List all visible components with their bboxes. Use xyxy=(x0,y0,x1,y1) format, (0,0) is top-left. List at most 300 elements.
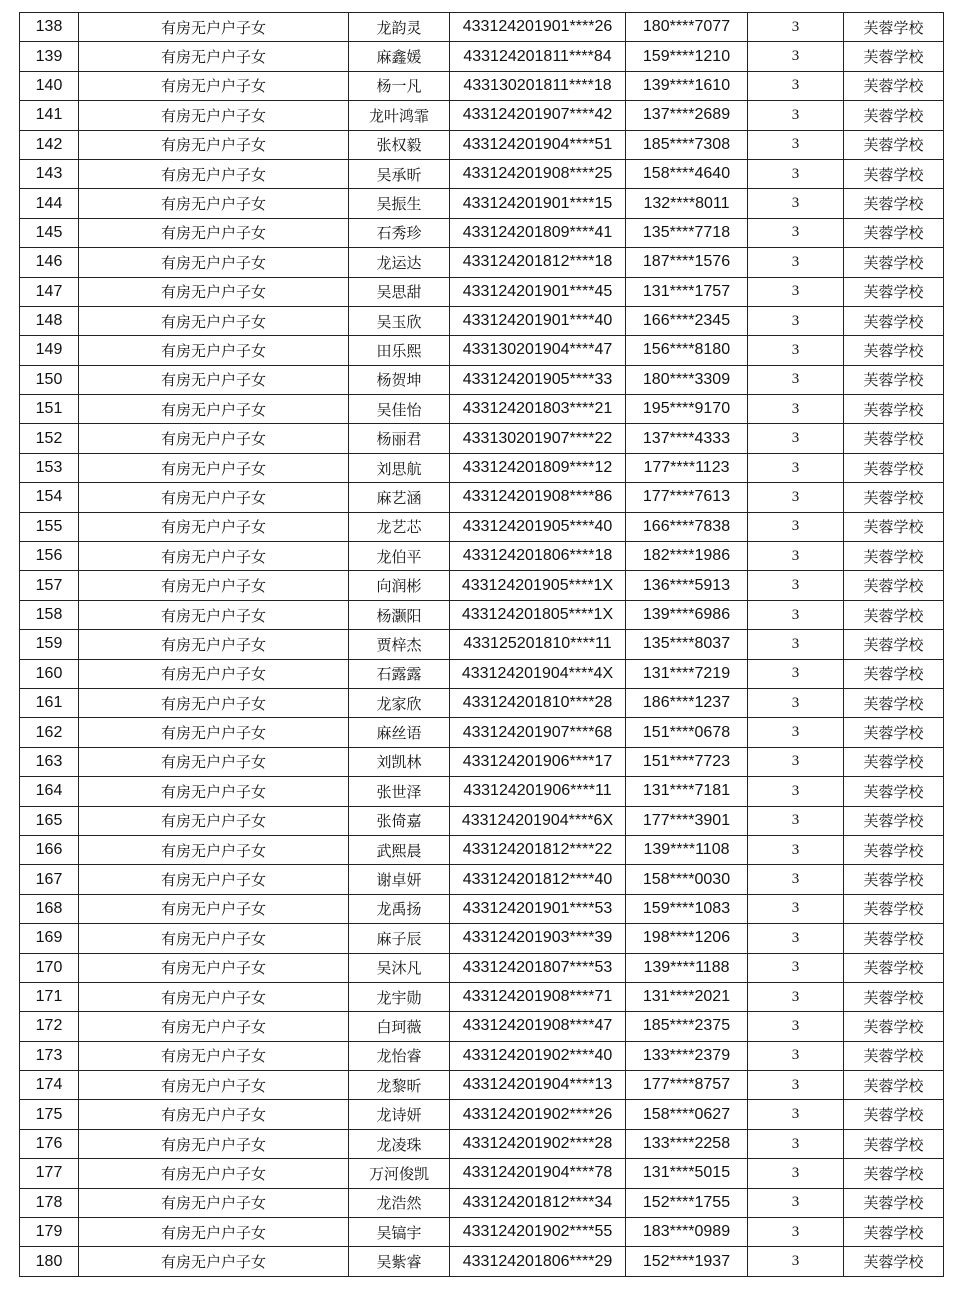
table-row xyxy=(20,806,944,835)
phone-cell: 158****0030 xyxy=(626,865,748,894)
school-cell: 芙蓉学校 xyxy=(844,218,944,247)
school-cell: 芙蓉学校 xyxy=(844,542,944,571)
table-row xyxy=(20,453,944,482)
student-name-cell: 田乐熙 xyxy=(349,336,450,365)
school-cell: 芙蓉学校 xyxy=(844,600,944,629)
table-row xyxy=(20,1159,944,1188)
school-cell: 芙蓉学校 xyxy=(844,512,944,541)
school-cell: 芙蓉学校 xyxy=(844,336,944,365)
table-row xyxy=(20,42,944,71)
phone-cell: 139****1108 xyxy=(626,835,748,864)
grade-cell: 3 xyxy=(748,1100,844,1129)
grade-cell: 3 xyxy=(748,630,844,659)
id-number-cell: 433124201803****21 xyxy=(450,395,626,424)
phone-cell: 152****1755 xyxy=(626,1188,748,1217)
id-number-cell: 433124201908****47 xyxy=(450,1012,626,1041)
student-name-cell: 龙诗妍 xyxy=(349,1100,450,1129)
school-cell: 芙蓉学校 xyxy=(844,395,944,424)
table-row xyxy=(20,1247,944,1276)
category-cell: 有房无户户子女 xyxy=(79,512,349,541)
grade-cell: 3 xyxy=(748,71,844,100)
school-cell: 芙蓉学校 xyxy=(844,571,944,600)
table-row xyxy=(20,718,944,747)
id-number-cell: 433124201904****13 xyxy=(450,1071,626,1100)
student-name-cell: 谢卓妍 xyxy=(349,865,450,894)
category-cell: 有房无户户子女 xyxy=(79,571,349,600)
student-name-cell: 龙运达 xyxy=(349,248,450,277)
school-cell: 芙蓉学校 xyxy=(844,982,944,1011)
table-row xyxy=(20,101,944,130)
student-name-cell: 石秀珍 xyxy=(349,218,450,247)
table-row xyxy=(20,277,944,306)
grade-cell: 3 xyxy=(748,894,844,923)
school-cell: 芙蓉学校 xyxy=(844,1188,944,1217)
row-number-cell: 151 xyxy=(20,395,79,424)
table-row xyxy=(20,13,944,42)
table-row xyxy=(20,483,944,512)
school-cell: 芙蓉学校 xyxy=(844,630,944,659)
student-name-cell: 杨丽君 xyxy=(349,424,450,453)
phone-cell: 151****7723 xyxy=(626,747,748,776)
student-name-cell: 龙宇勋 xyxy=(349,982,450,1011)
row-number-cell: 157 xyxy=(20,571,79,600)
phone-cell: 135****7718 xyxy=(626,218,748,247)
student-name-cell: 张倚嘉 xyxy=(349,806,450,835)
school-cell: 芙蓉学校 xyxy=(844,953,944,982)
category-cell: 有房无户户子女 xyxy=(79,13,349,42)
id-number-cell: 433124201908****86 xyxy=(450,483,626,512)
category-cell: 有房无户户子女 xyxy=(79,306,349,335)
table-row xyxy=(20,159,944,188)
phone-cell: 133****2379 xyxy=(626,1041,748,1070)
row-number-cell: 156 xyxy=(20,542,79,571)
grade-cell: 3 xyxy=(748,953,844,982)
grade-cell: 3 xyxy=(748,806,844,835)
phone-cell: 177****1123 xyxy=(626,453,748,482)
id-number-cell: 433124201904****51 xyxy=(450,130,626,159)
row-number-cell: 139 xyxy=(20,42,79,71)
row-number-cell: 172 xyxy=(20,1012,79,1041)
row-number-cell: 159 xyxy=(20,630,79,659)
enrollment-table-body xyxy=(20,13,944,1277)
id-number-cell: 433130201907****22 xyxy=(450,424,626,453)
category-cell: 有房无户户子女 xyxy=(79,982,349,1011)
id-number-cell: 433124201904****78 xyxy=(450,1159,626,1188)
table-row xyxy=(20,1071,944,1100)
id-number-cell: 433124201901****45 xyxy=(450,277,626,306)
id-number-cell: 433124201907****42 xyxy=(450,101,626,130)
id-number-cell: 433124201902****55 xyxy=(450,1218,626,1247)
phone-cell: 131****5015 xyxy=(626,1159,748,1188)
grade-cell: 3 xyxy=(748,1159,844,1188)
row-number-cell: 180 xyxy=(20,1247,79,1276)
grade-cell: 3 xyxy=(748,336,844,365)
grade-cell: 3 xyxy=(748,159,844,188)
category-cell: 有房无户户子女 xyxy=(79,101,349,130)
school-cell: 芙蓉学校 xyxy=(844,1129,944,1158)
category-cell: 有房无户户子女 xyxy=(79,688,349,717)
category-cell: 有房无户户子女 xyxy=(79,130,349,159)
grade-cell: 3 xyxy=(748,13,844,42)
student-name-cell: 吴镐宇 xyxy=(349,1218,450,1247)
row-number-cell: 152 xyxy=(20,424,79,453)
row-number-cell: 161 xyxy=(20,688,79,717)
student-name-cell: 龙家欣 xyxy=(349,688,450,717)
category-cell: 有房无户户子女 xyxy=(79,483,349,512)
id-number-cell: 433124201903****39 xyxy=(450,924,626,953)
row-number-cell: 150 xyxy=(20,365,79,394)
phone-cell: 159****1083 xyxy=(626,894,748,923)
student-name-cell: 吴佳怡 xyxy=(349,395,450,424)
id-number-cell: 433124201905****33 xyxy=(450,365,626,394)
school-cell: 芙蓉学校 xyxy=(844,1071,944,1100)
category-cell: 有房无户户子女 xyxy=(79,424,349,453)
category-cell: 有房无户户子女 xyxy=(79,1012,349,1041)
phone-cell: 183****0989 xyxy=(626,1218,748,1247)
grade-cell: 3 xyxy=(748,218,844,247)
row-number-cell: 177 xyxy=(20,1159,79,1188)
row-number-cell: 146 xyxy=(20,248,79,277)
phone-cell: 198****1206 xyxy=(626,924,748,953)
id-number-cell: 433124201806****29 xyxy=(450,1247,626,1276)
phone-cell: 158****4640 xyxy=(626,159,748,188)
id-number-cell: 433124201809****12 xyxy=(450,453,626,482)
row-number-cell: 169 xyxy=(20,924,79,953)
category-cell: 有房无户户子女 xyxy=(79,600,349,629)
school-cell: 芙蓉学校 xyxy=(844,865,944,894)
grade-cell: 3 xyxy=(748,1218,844,1247)
student-name-cell: 龙伯平 xyxy=(349,542,450,571)
grade-cell: 3 xyxy=(748,306,844,335)
student-name-cell: 龙黎昕 xyxy=(349,1071,450,1100)
row-number-cell: 141 xyxy=(20,101,79,130)
phone-cell: 180****7077 xyxy=(626,13,748,42)
id-number-cell: 433124201905****1X xyxy=(450,571,626,600)
id-number-cell: 433124201906****17 xyxy=(450,747,626,776)
row-number-cell: 165 xyxy=(20,806,79,835)
id-number-cell: 433124201812****18 xyxy=(450,248,626,277)
school-cell: 芙蓉学校 xyxy=(844,1247,944,1276)
phone-cell: 131****7181 xyxy=(626,777,748,806)
row-number-cell: 174 xyxy=(20,1071,79,1100)
table-row xyxy=(20,1012,944,1041)
category-cell: 有房无户户子女 xyxy=(79,189,349,218)
school-cell: 芙蓉学校 xyxy=(844,101,944,130)
grade-cell: 3 xyxy=(748,130,844,159)
table-row xyxy=(20,424,944,453)
id-number-cell: 433124201904****4X xyxy=(450,659,626,688)
id-number-cell: 433124201809****41 xyxy=(450,218,626,247)
id-number-cell: 433124201908****25 xyxy=(450,159,626,188)
student-name-cell: 杨贺坤 xyxy=(349,365,450,394)
student-name-cell: 张权毅 xyxy=(349,130,450,159)
grade-cell: 3 xyxy=(748,600,844,629)
grade-cell: 3 xyxy=(748,483,844,512)
category-cell: 有房无户户子女 xyxy=(79,218,349,247)
row-number-cell: 176 xyxy=(20,1129,79,1158)
table-row xyxy=(20,130,944,159)
table-row xyxy=(20,218,944,247)
table-row xyxy=(20,71,944,100)
table-row xyxy=(20,571,944,600)
category-cell: 有房无户户子女 xyxy=(79,835,349,864)
grade-cell: 3 xyxy=(748,424,844,453)
category-cell: 有房无户户子女 xyxy=(79,924,349,953)
school-cell: 芙蓉学校 xyxy=(844,483,944,512)
student-name-cell: 麻丝语 xyxy=(349,718,450,747)
phone-cell: 137****2689 xyxy=(626,101,748,130)
student-name-cell: 吴承昕 xyxy=(349,159,450,188)
id-number-cell: 433124201906****11 xyxy=(450,777,626,806)
row-number-cell: 170 xyxy=(20,953,79,982)
student-name-cell: 吴玉欣 xyxy=(349,306,450,335)
student-name-cell: 向润彬 xyxy=(349,571,450,600)
school-cell: 芙蓉学校 xyxy=(844,42,944,71)
row-number-cell: 173 xyxy=(20,1041,79,1070)
category-cell: 有房无户户子女 xyxy=(79,453,349,482)
id-number-cell: 433125201810****11 xyxy=(450,630,626,659)
category-cell: 有房无户户子女 xyxy=(79,542,349,571)
student-name-cell: 龙怡睿 xyxy=(349,1041,450,1070)
id-number-cell: 433124201904****6X xyxy=(450,806,626,835)
student-name-cell: 吴沐凡 xyxy=(349,953,450,982)
category-cell: 有房无户户子女 xyxy=(79,1159,349,1188)
student-name-cell: 万河俊凯 xyxy=(349,1159,450,1188)
row-number-cell: 164 xyxy=(20,777,79,806)
phone-cell: 133****2258 xyxy=(626,1129,748,1158)
table-row xyxy=(20,865,944,894)
student-name-cell: 刘思航 xyxy=(349,453,450,482)
category-cell: 有房无户户子女 xyxy=(79,894,349,923)
id-number-cell: 433124201901****40 xyxy=(450,306,626,335)
school-cell: 芙蓉学校 xyxy=(844,1218,944,1247)
grade-cell: 3 xyxy=(748,453,844,482)
grade-cell: 3 xyxy=(748,101,844,130)
school-cell: 芙蓉学校 xyxy=(844,894,944,923)
phone-cell: 177****3901 xyxy=(626,806,748,835)
phone-cell: 131****7219 xyxy=(626,659,748,688)
grade-cell: 3 xyxy=(748,542,844,571)
student-name-cell: 吴思甜 xyxy=(349,277,450,306)
id-number-cell: 433130201904****47 xyxy=(450,336,626,365)
phone-cell: 177****8757 xyxy=(626,1071,748,1100)
student-name-cell: 龙禹扬 xyxy=(349,894,450,923)
student-name-cell: 贾梓杰 xyxy=(349,630,450,659)
school-cell: 芙蓉学校 xyxy=(844,688,944,717)
category-cell: 有房无户户子女 xyxy=(79,659,349,688)
student-name-cell: 吴振生 xyxy=(349,189,450,218)
enrollment-table xyxy=(19,12,944,1277)
student-name-cell: 杨一凡 xyxy=(349,71,450,100)
grade-cell: 3 xyxy=(748,835,844,864)
phone-cell: 137****4333 xyxy=(626,424,748,453)
id-number-cell: 433124201905****40 xyxy=(450,512,626,541)
category-cell: 有房无户户子女 xyxy=(79,865,349,894)
phone-cell: 177****7613 xyxy=(626,483,748,512)
id-number-cell: 433124201908****71 xyxy=(450,982,626,1011)
table-row xyxy=(20,1100,944,1129)
category-cell: 有房无户户子女 xyxy=(79,336,349,365)
phone-cell: 156****8180 xyxy=(626,336,748,365)
id-number-cell: 433124201902****26 xyxy=(450,1100,626,1129)
category-cell: 有房无户户子女 xyxy=(79,365,349,394)
grade-cell: 3 xyxy=(748,42,844,71)
id-number-cell: 433124201901****26 xyxy=(450,13,626,42)
table-row xyxy=(20,982,944,1011)
row-number-cell: 160 xyxy=(20,659,79,688)
table-row xyxy=(20,365,944,394)
category-cell: 有房无户户子女 xyxy=(79,747,349,776)
row-number-cell: 154 xyxy=(20,483,79,512)
school-cell: 芙蓉学校 xyxy=(844,1041,944,1070)
school-cell: 芙蓉学校 xyxy=(844,189,944,218)
school-cell: 芙蓉学校 xyxy=(844,453,944,482)
school-cell: 芙蓉学校 xyxy=(844,424,944,453)
category-cell: 有房无户户子女 xyxy=(79,953,349,982)
row-number-cell: 168 xyxy=(20,894,79,923)
id-number-cell: 433124201901****15 xyxy=(450,189,626,218)
row-number-cell: 167 xyxy=(20,865,79,894)
phone-cell: 135****8037 xyxy=(626,630,748,659)
table-row xyxy=(20,659,944,688)
phone-cell: 139****1188 xyxy=(626,953,748,982)
student-name-cell: 龙凌珠 xyxy=(349,1129,450,1158)
grade-cell: 3 xyxy=(748,718,844,747)
school-cell: 芙蓉学校 xyxy=(844,306,944,335)
grade-cell: 3 xyxy=(748,571,844,600)
student-name-cell: 龙叶鸿霏 xyxy=(349,101,450,130)
row-number-cell: 179 xyxy=(20,1218,79,1247)
row-number-cell: 162 xyxy=(20,718,79,747)
grade-cell: 3 xyxy=(748,1012,844,1041)
school-cell: 芙蓉学校 xyxy=(844,777,944,806)
row-number-cell: 178 xyxy=(20,1188,79,1217)
phone-cell: 182****1986 xyxy=(626,542,748,571)
id-number-cell: 433124201812****22 xyxy=(450,835,626,864)
row-number-cell: 166 xyxy=(20,835,79,864)
row-number-cell: 138 xyxy=(20,13,79,42)
table-row xyxy=(20,630,944,659)
grade-cell: 3 xyxy=(748,659,844,688)
table-row xyxy=(20,600,944,629)
grade-cell: 3 xyxy=(748,1247,844,1276)
school-cell: 芙蓉学校 xyxy=(844,365,944,394)
school-cell: 芙蓉学校 xyxy=(844,248,944,277)
id-number-cell: 433124201810****28 xyxy=(450,688,626,717)
school-cell: 芙蓉学校 xyxy=(844,1159,944,1188)
table-row xyxy=(20,189,944,218)
category-cell: 有房无户户子女 xyxy=(79,1218,349,1247)
student-name-cell: 麻艺涵 xyxy=(349,483,450,512)
school-cell: 芙蓉学校 xyxy=(844,71,944,100)
grade-cell: 3 xyxy=(748,982,844,1011)
table-row xyxy=(20,924,944,953)
table-row xyxy=(20,1188,944,1217)
school-cell: 芙蓉学校 xyxy=(844,1100,944,1129)
table-row xyxy=(20,248,944,277)
student-name-cell: 龙韵灵 xyxy=(349,13,450,42)
grade-cell: 3 xyxy=(748,277,844,306)
student-name-cell: 武熙晨 xyxy=(349,835,450,864)
category-cell: 有房无户户子女 xyxy=(79,777,349,806)
phone-cell: 152****1937 xyxy=(626,1247,748,1276)
phone-cell: 185****7308 xyxy=(626,130,748,159)
school-cell: 芙蓉学校 xyxy=(844,277,944,306)
phone-cell: 166****2345 xyxy=(626,306,748,335)
table-row xyxy=(20,688,944,717)
student-name-cell: 麻鑫媛 xyxy=(349,42,450,71)
row-number-cell: 148 xyxy=(20,306,79,335)
id-number-cell: 433124201901****53 xyxy=(450,894,626,923)
student-name-cell: 杨灏阳 xyxy=(349,600,450,629)
grade-cell: 3 xyxy=(748,688,844,717)
student-name-cell: 白珂薇 xyxy=(349,1012,450,1041)
id-number-cell: 433124201806****18 xyxy=(450,542,626,571)
row-number-cell: 158 xyxy=(20,600,79,629)
school-cell: 芙蓉学校 xyxy=(844,659,944,688)
table-row xyxy=(20,542,944,571)
student-name-cell: 龙艺芯 xyxy=(349,512,450,541)
school-cell: 芙蓉学校 xyxy=(844,130,944,159)
grade-cell: 3 xyxy=(748,924,844,953)
id-number-cell: 433124201812****34 xyxy=(450,1188,626,1217)
category-cell: 有房无户户子女 xyxy=(79,1247,349,1276)
table-row xyxy=(20,953,944,982)
category-cell: 有房无户户子女 xyxy=(79,1188,349,1217)
category-cell: 有房无户户子女 xyxy=(79,1100,349,1129)
school-cell: 芙蓉学校 xyxy=(844,159,944,188)
phone-cell: 180****3309 xyxy=(626,365,748,394)
phone-cell: 132****8011 xyxy=(626,189,748,218)
table-row xyxy=(20,512,944,541)
row-number-cell: 175 xyxy=(20,1100,79,1129)
category-cell: 有房无户户子女 xyxy=(79,395,349,424)
table-row xyxy=(20,1218,944,1247)
table-row xyxy=(20,777,944,806)
id-number-cell: 433124201907****68 xyxy=(450,718,626,747)
category-cell: 有房无户户子女 xyxy=(79,277,349,306)
phone-cell: 158****0627 xyxy=(626,1100,748,1129)
category-cell: 有房无户户子女 xyxy=(79,248,349,277)
row-number-cell: 153 xyxy=(20,453,79,482)
grade-cell: 3 xyxy=(748,189,844,218)
phone-cell: 187****1576 xyxy=(626,248,748,277)
id-number-cell: 433124201902****28 xyxy=(450,1129,626,1158)
grade-cell: 3 xyxy=(748,512,844,541)
table-row xyxy=(20,336,944,365)
id-number-cell: 433124201812****40 xyxy=(450,865,626,894)
category-cell: 有房无户户子女 xyxy=(79,159,349,188)
phone-cell: 151****0678 xyxy=(626,718,748,747)
phone-cell: 139****1610 xyxy=(626,71,748,100)
category-cell: 有房无户户子女 xyxy=(79,42,349,71)
table-row xyxy=(20,835,944,864)
student-name-cell: 吴紫睿 xyxy=(349,1247,450,1276)
id-number-cell: 433130201811****18 xyxy=(450,71,626,100)
category-cell: 有房无户户子女 xyxy=(79,1041,349,1070)
table-row xyxy=(20,306,944,335)
phone-cell: 131****1757 xyxy=(626,277,748,306)
row-number-cell: 149 xyxy=(20,336,79,365)
row-number-cell: 163 xyxy=(20,747,79,776)
grade-cell: 3 xyxy=(748,365,844,394)
student-name-cell: 龙浩然 xyxy=(349,1188,450,1217)
grade-cell: 3 xyxy=(748,1188,844,1217)
school-cell: 芙蓉学校 xyxy=(844,924,944,953)
grade-cell: 3 xyxy=(748,395,844,424)
school-cell: 芙蓉学校 xyxy=(844,13,944,42)
school-cell: 芙蓉学校 xyxy=(844,1012,944,1041)
